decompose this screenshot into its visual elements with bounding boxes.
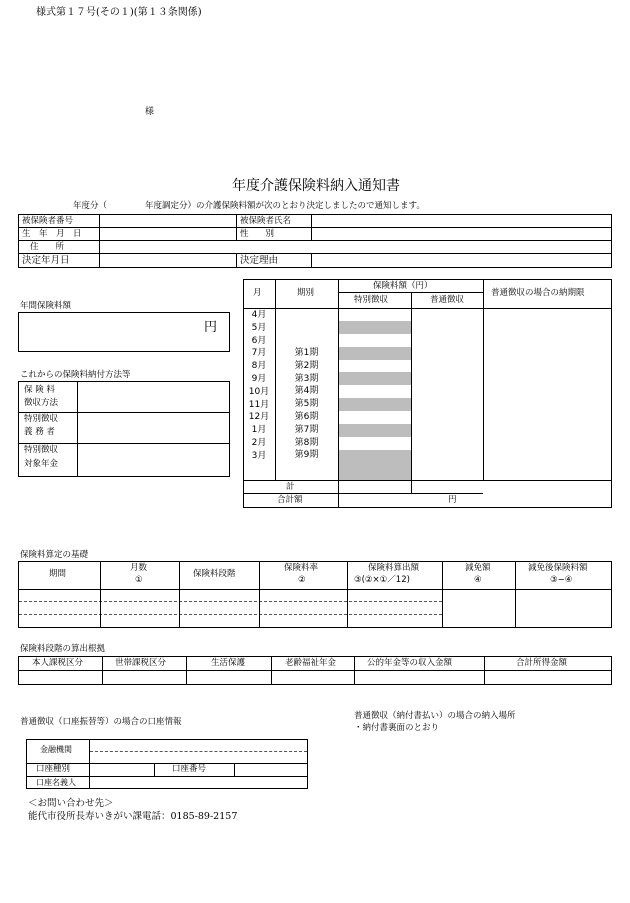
account-number-label: 口座番号	[172, 764, 207, 774]
basis-rate-sub: ②	[298, 575, 306, 585]
basis-months-header: 月数	[130, 563, 148, 573]
contact-heading: ＜お問い合わせ先＞	[28, 798, 114, 809]
basis-calc-header: 保険料算出額	[368, 563, 420, 573]
month-cell: 9月	[251, 374, 267, 384]
basis-months-sub: ①	[135, 575, 143, 585]
level-header-pension: 老齢福祉年金	[285, 658, 337, 668]
month-cell: 11月	[248, 399, 270, 410]
annual-premium-box	[18, 312, 230, 352]
month-cell: 3月	[251, 450, 267, 461]
level-header-total-income: 合計所得金額	[516, 658, 568, 668]
level-header-welfare: 生活保護	[211, 658, 246, 668]
target-pension-label-2: 対象年金	[24, 459, 59, 469]
month-cell: 1月	[251, 425, 267, 436]
level-header-household-tax: 世帯課税区分	[115, 658, 167, 668]
decision-reason-label: 決定理由	[240, 255, 279, 266]
account-type-label: 口座種別	[36, 764, 71, 774]
level-header-self-tax: 本人課税区分	[32, 658, 84, 668]
month-cell: 12月	[248, 412, 270, 423]
collection-method-label-2: 徴収方法	[24, 398, 59, 408]
form-number: 様式第１７号(その１)(第１３条関係)	[36, 7, 202, 18]
calculation-basis-heading: 保険料算定の基礎	[20, 550, 89, 560]
target-pension-label-1: 特別徴収	[24, 445, 59, 455]
annual-premium-unit: 円	[204, 320, 218, 335]
payment-place-heading: 普通徴収（納付書払い）の場合の納入場所	[354, 711, 516, 721]
normal-collection-header: 普通徴収	[430, 295, 465, 305]
decision-date-label: 決定年月日	[22, 255, 70, 266]
month-cell: 2月	[251, 438, 267, 448]
period-cell: 第5期	[294, 399, 319, 410]
subtitle-text: 年度調定分）の介護保険料額が次のとおり決定しましたので通知します。	[145, 201, 425, 211]
document-title: 年度介護保険料納入通知書	[232, 178, 400, 194]
total-unit: 円	[448, 495, 457, 505]
basis-reduction-header: 減免額	[465, 563, 491, 573]
basis-period-header: 期間	[49, 569, 67, 579]
period-cell: 第6期	[294, 412, 319, 422]
period-cell: 第8期	[294, 437, 319, 448]
contact-text: 能代市役所長寿いきがい課電話：0185-89-2157	[28, 811, 238, 822]
basis-calc-sub: ③(②×①／12)	[354, 575, 410, 585]
subtitle-year: 年度分（	[73, 201, 108, 211]
subtotal-label: 計	[286, 482, 295, 492]
collection-method-label-1: 保 険 料	[24, 385, 55, 395]
level-basis-heading: 保険料段階の算出根拠	[20, 644, 106, 654]
insured-number-label: 被保険者番号	[22, 216, 74, 226]
month-cell: 8月	[251, 361, 267, 372]
basis-rate-header: 保険料率	[284, 563, 319, 573]
level-header-public-pension-income: 公的年金等の収入金額	[367, 658, 453, 668]
period-cell: 第3期	[294, 373, 319, 384]
insured-name-label: 被保険者氏名	[240, 216, 292, 226]
total-label: 合計額	[277, 495, 303, 505]
basis-after-sub: ③−④	[550, 575, 573, 585]
obligor-label-1: 特別徴収	[24, 414, 59, 424]
month-cell: 5月	[251, 322, 267, 333]
period-header: 期別	[297, 288, 315, 298]
month-cell: 10月	[248, 386, 270, 397]
basis-after-header: 減免後保険料額	[528, 563, 588, 573]
basis-reduction-sub: ④	[474, 575, 482, 585]
annual-premium-label: 年間保険料額	[20, 301, 72, 311]
institution-label: 金融機関	[40, 745, 72, 754]
month-cell: 7月	[251, 348, 267, 359]
obligor-label-2: 義 務 者	[24, 427, 55, 437]
account-holder-label: 口座名義人	[36, 778, 76, 787]
addressee-suffix: 様	[145, 107, 155, 117]
basis-level-header: 保険料段階	[193, 569, 236, 579]
payment-method-heading: これからの保険料納付方法等	[20, 370, 131, 380]
month-header: 月	[253, 288, 262, 298]
month-cell: 6月	[251, 335, 267, 346]
period-cell: 第7期	[294, 424, 319, 435]
payment-place-note: ・納付書裏面のとおり	[354, 723, 440, 733]
special-collection-header: 特別徴収	[354, 295, 389, 305]
period-cell: 第1期	[294, 348, 319, 358]
period-cell: 第4期	[294, 386, 319, 397]
gender-label: 性 別	[240, 229, 275, 239]
period-cell: 第2期	[294, 360, 319, 371]
bank-info-heading: 普通徴収（口座振替等）の場合の口座情報	[20, 717, 182, 727]
month-cell: 4月	[251, 310, 267, 320]
deadline-header: 普通徴収の場合の納期限	[491, 288, 585, 298]
premium-header: 保険料額（円）	[373, 281, 433, 291]
period-cell: 第9期	[294, 450, 319, 461]
address-label: 住 所	[30, 242, 65, 252]
birthdate-label: 生 年 月 日	[22, 229, 82, 239]
